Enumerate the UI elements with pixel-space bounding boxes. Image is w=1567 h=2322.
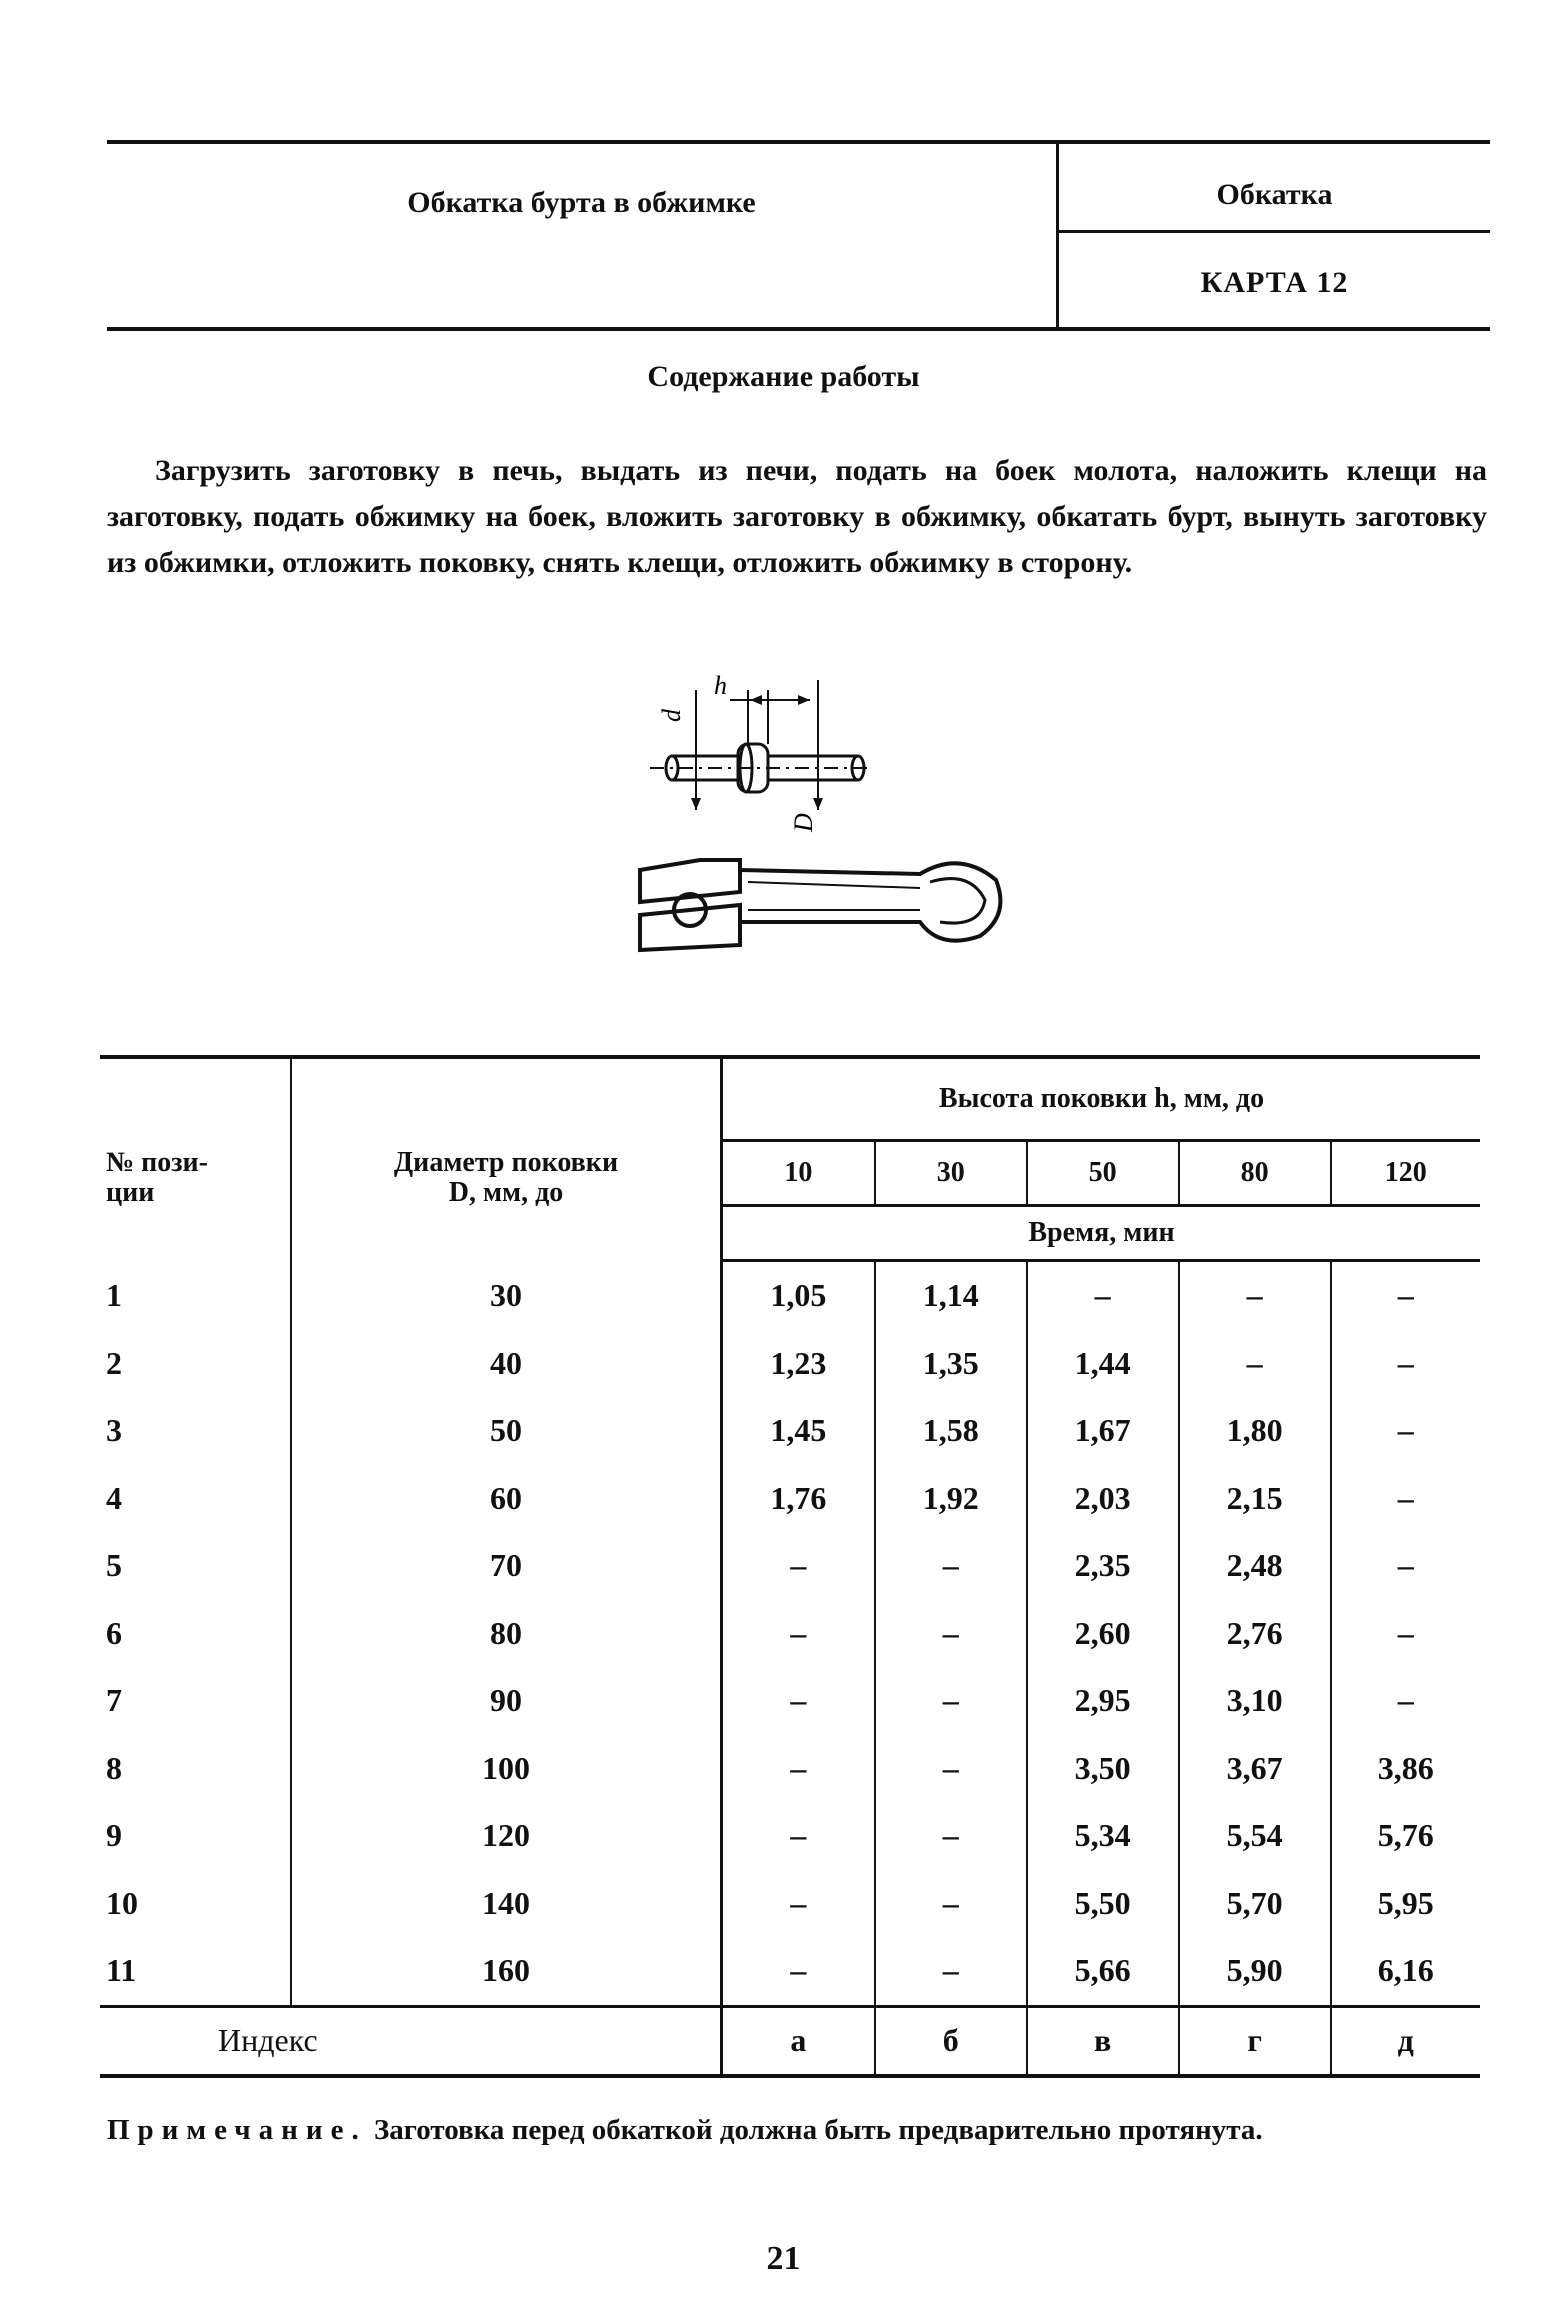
table-row	[100, 1261, 1480, 1330]
section-title: Содержание работы	[647, 360, 920, 393]
card-title: Обкатка бурта в обжимке	[407, 186, 756, 219]
time-cell: 5,90	[1179, 1937, 1331, 2006]
position-cell: 9	[106, 1817, 122, 1854]
index-cell: б	[875, 2006, 1027, 2076]
diameter-cell: 120	[291, 1802, 722, 1870]
time-cell: 3,10	[1179, 1667, 1331, 1735]
diameter-cell: 50	[291, 1397, 722, 1465]
time-cell: 2,60	[1027, 1600, 1179, 1668]
position-cell: 1	[106, 1276, 122, 1313]
time-cell: 5,70	[1179, 1870, 1331, 1938]
time-cell: 5,95	[1331, 1870, 1480, 1938]
time-cell: 1,23	[770, 1344, 827, 1381]
time-cell: –	[875, 1870, 1027, 1938]
card-number: КАРТА 12	[1200, 266, 1349, 299]
time-cell: –	[1179, 1261, 1331, 1330]
time-cell: 3,67	[1179, 1735, 1331, 1803]
time-cell: –	[790, 1547, 807, 1584]
position-cell: 6	[106, 1614, 122, 1651]
time-cell: –	[790, 1614, 807, 1651]
time-cell: 2,35	[1027, 1532, 1179, 1600]
position-cell: 4	[106, 1479, 122, 1516]
time-cell: 1,05	[770, 1277, 827, 1314]
work-description	[107, 448, 1487, 586]
position-cell: 5	[106, 1547, 122, 1584]
time-cell: 5,34	[1027, 1802, 1179, 1870]
time-cell: 2,15	[1179, 1465, 1331, 1533]
time-cell: 5,50	[1027, 1870, 1179, 1938]
time-cell: –	[790, 1884, 807, 1921]
work-description-text: Загрузить заготовку в печь, выдать из печи, подать на боек молота, наложить клещи на заготовку, подать обжимку на боек, вложить заготовку в обжимку, обкатать бурт, вынуть заготовку из обжимки, отложить поковку, снять клещи, отложить обжимку в сторону.	[107, 454, 1487, 579]
time-cell: –	[875, 1600, 1027, 1668]
time-table	[100, 1055, 1480, 2078]
time-cell: 5,76	[1331, 1802, 1480, 1870]
table-row	[100, 1532, 1480, 1600]
time-cell: 1,67	[1027, 1397, 1179, 1465]
column-diameter: Диаметр поковки D, мм, до	[291, 1057, 722, 1261]
time-cell: –	[1331, 1667, 1480, 1735]
time-cell: –	[1331, 1397, 1480, 1465]
time-cell: –	[875, 1667, 1027, 1735]
table-row	[100, 1870, 1480, 1938]
diameter-cell: 100	[291, 1735, 722, 1803]
time-cell: –	[875, 1937, 1027, 2006]
time-cell: –	[1179, 1330, 1331, 1398]
time-cell: –	[1331, 1600, 1480, 1668]
time-cell: 1,92	[875, 1465, 1027, 1533]
card-header	[107, 140, 1490, 331]
diameter-cell: 140	[291, 1870, 722, 1938]
time-cell: –	[790, 1952, 807, 1989]
time-cell: –	[875, 1802, 1027, 1870]
time-cell: –	[1331, 1532, 1480, 1600]
index-cell: д	[1331, 2006, 1480, 2076]
index-label: Индекс	[100, 2006, 722, 2076]
time-cell: –	[875, 1735, 1027, 1803]
time-cell: –	[790, 1682, 807, 1719]
time-cell: 1,14	[875, 1261, 1027, 1330]
height-30: 30	[875, 1141, 1027, 1206]
diameter-cell: 80	[291, 1600, 722, 1668]
time-cell: –	[1027, 1261, 1179, 1330]
time-cell: 5,54	[1179, 1802, 1331, 1870]
time-cell: 2,95	[1027, 1667, 1179, 1735]
table-row	[100, 1330, 1480, 1398]
time-cell: –	[790, 1817, 807, 1854]
label-h: h	[714, 671, 727, 700]
forging-drawing	[600, 660, 1060, 980]
time-cell: –	[875, 1532, 1027, 1600]
time-cell: 1,45	[770, 1412, 827, 1449]
note-text: Заготовка перед обкаткой должна быть предварительно протянута.	[373, 2114, 1263, 2146]
index-cell: а	[722, 2006, 875, 2076]
diameter-cell: 30	[291, 1261, 722, 1330]
diameter-cell: 160	[291, 1937, 722, 2006]
position-cell: 8	[106, 1749, 122, 1786]
time-cell: –	[1331, 1261, 1480, 1330]
page-number: 21	[766, 2240, 801, 2277]
time-cell: 5,66	[1027, 1937, 1179, 2006]
label-D: D	[789, 813, 818, 832]
height-120: 120	[1331, 1141, 1480, 1206]
time-cell: –	[1331, 1465, 1480, 1533]
note	[107, 2115, 1487, 2145]
time-cell: 1,76	[770, 1479, 827, 1516]
time-cell: 1,44	[1027, 1330, 1179, 1398]
table-row	[100, 1600, 1480, 1668]
time-cell: 2,76	[1179, 1600, 1331, 1668]
time-cell: 1,58	[875, 1397, 1027, 1465]
diameter-cell: 40	[291, 1330, 722, 1398]
diameter-cell: 60	[291, 1465, 722, 1533]
time-label: Время, мин	[722, 1206, 1481, 1261]
table-row	[100, 1667, 1480, 1735]
time-cell: –	[790, 1749, 807, 1786]
position-cell: 10	[106, 1884, 138, 1921]
height-10: 10	[722, 1141, 875, 1206]
operation-name: Обкатка	[1216, 178, 1333, 211]
note-prefix: Примечание.	[107, 2114, 367, 2146]
time-cell: 6,16	[1331, 1937, 1480, 2006]
time-cell: 2,48	[1179, 1532, 1331, 1600]
column-group-height: Высота поковки h, мм, до	[722, 1057, 1481, 1141]
height-80: 80	[1179, 1141, 1331, 1206]
time-cell: 3,50	[1027, 1735, 1179, 1803]
label-d: d	[657, 709, 686, 722]
diameter-cell: 70	[291, 1532, 722, 1600]
index-cell: г	[1179, 2006, 1331, 2076]
height-50: 50	[1027, 1141, 1179, 1206]
table-row	[100, 1465, 1480, 1533]
time-cell: 2,03	[1027, 1465, 1179, 1533]
table-row	[100, 1937, 1480, 2006]
position-cell: 11	[106, 1952, 137, 1989]
position-cell: 3	[106, 1412, 122, 1449]
time-cell: 3,86	[1331, 1735, 1480, 1803]
time-cell: 1,35	[875, 1330, 1027, 1398]
table-row	[100, 1802, 1480, 1870]
index-cell: в	[1027, 2006, 1179, 2076]
time-cell: –	[1331, 1330, 1480, 1398]
time-cell: 1,80	[1179, 1397, 1331, 1465]
forging-sketch	[650, 680, 870, 810]
header-horizontal-rule	[1059, 230, 1490, 233]
column-position: № пози- ции	[100, 1057, 291, 1261]
tongs-sketch	[640, 860, 1000, 950]
table-row	[100, 1735, 1480, 1803]
position-cell: 7	[106, 1682, 122, 1719]
table-row	[100, 1397, 1480, 1465]
position-cell: 2	[106, 1344, 122, 1381]
diameter-cell: 90	[291, 1667, 722, 1735]
